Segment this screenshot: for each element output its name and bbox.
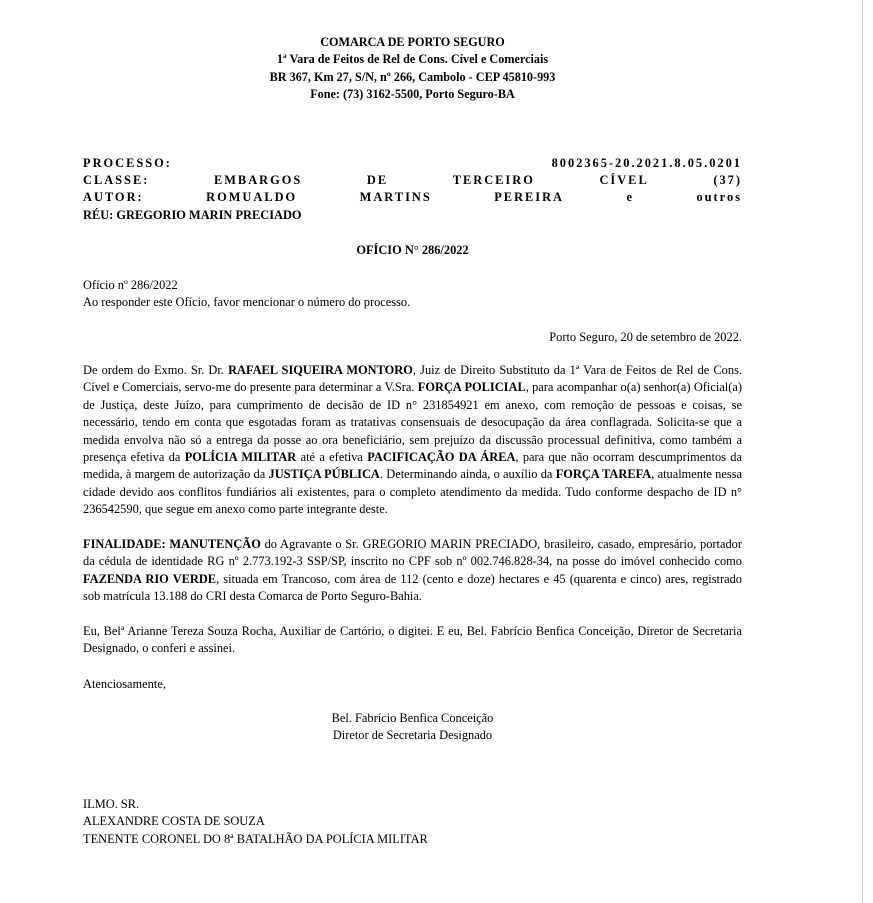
oficio-title: OFÍCIO N° 286/2022 xyxy=(356,243,469,257)
attestation-paragraph: Eu, Belª Arianne Tereza Souza Rocha, Auxiliar de Cartório, o digitei. E eu, Bel. Fabrício Benfica Conceição, Diretor de Secretaria Designado, o conferi e assinei. xyxy=(83,624,742,656)
judge-name: RAFAEL SIQUEIRA MONTORO xyxy=(228,363,413,377)
emphasis-forca-policial: FORÇA POLICIAL xyxy=(417,380,526,395)
processo-row xyxy=(83,155,742,172)
recipient-block xyxy=(83,796,742,848)
classe-word: CLASSE: xyxy=(83,173,150,188)
text-run: , para acompanhar o(a) senhor(a) Oficial(a) de Justiça, deste Juízo, para cumprimento de decisão de ID n° 231854921 em anexo, com remoção de pessoas e coisas, se necessário, tendo em conta que esgotadas foram as tratativas consensuais de desocupação da área conflagrada. Solicita-se que a medida envolva não só a entrega da posse ao ora beneficiário, sem prejuízo da discussão processual definitiva, como também a presença efetiva da xyxy=(83,380,742,465)
oficio-intro xyxy=(83,277,742,312)
text-run: , Juiz de Direito Substituto da 1ª Vara de Feitos de Rel de Cons. Cível e Comerciais, servo-me do presente para determinar a V.Sra. xyxy=(83,363,742,395)
signature-block xyxy=(83,710,742,745)
letterhead-address: BR 367, Km 27, S/N, nº 266, Cambolo - CEP 45810-993 xyxy=(269,69,556,84)
page-edge-divider xyxy=(862,0,863,903)
classe-word: TERCEIRO xyxy=(452,173,535,188)
classe-word: EMBARGOS xyxy=(213,173,303,188)
signer-role: Diretor de Secretaria Designado xyxy=(332,728,493,743)
classe-word: (37) xyxy=(713,173,742,188)
classe-row xyxy=(83,172,742,189)
autor-word: PEREIRA xyxy=(494,190,564,205)
recipient-salutation: ILMO. SR. xyxy=(83,797,140,811)
letterhead-vara: 1ª Vara de Feitos de Rel de Cons. Cível e Comerciais xyxy=(276,52,549,67)
emphasis-forca-tarefa: FORÇA TAREFA xyxy=(555,467,652,482)
order-paragraph xyxy=(83,362,742,519)
processo-label: PROCESSO: xyxy=(83,156,172,170)
classe-word: DE xyxy=(366,173,389,188)
text-run: até a efetiva xyxy=(296,450,368,465)
property-name: FAZENDA RIO VERDE xyxy=(83,571,217,586)
letterhead-comarca: COMARCA DE PORTO SEGURO xyxy=(320,35,505,49)
processo-number: 8002365-20.2021.8.05.0201 xyxy=(551,156,742,170)
emphasis-policia-militar: POLÍCIA MILITAR xyxy=(184,450,297,465)
finalidade-paragraph xyxy=(83,536,742,606)
finalidade-label: FINALIDADE: MANUTENÇÃO xyxy=(83,537,261,551)
date-line: Porto Seguro, 20 de setembro de 2022. xyxy=(549,330,742,344)
classe-word: CÍVEL xyxy=(599,173,649,188)
recipient-name: ALEXANDRE COSTA DE SOUZA xyxy=(83,814,265,829)
emphasis-justica-publica: JUSTIÇA PÚBLICA xyxy=(268,467,380,482)
autor-row xyxy=(83,189,742,206)
autor-word: AUTOR: xyxy=(83,190,144,205)
letterhead xyxy=(83,34,742,103)
emphasis-pacificacao: PACIFICAÇÃO DA ÁREA xyxy=(367,450,516,465)
closing-line: Atenciosamente, xyxy=(83,677,166,691)
text-run: , atualmente nessa cidade devido aos conflitos fundiários ali existentes, para o completo atendimento da medida. Tudo conforme despacho de ID n° 236542590, que segue em anexo como parte integrante deste. xyxy=(83,467,743,517)
case-metadata xyxy=(83,155,742,224)
text-run: , para que não ocorram descumprimentos da medida, à margem de autorização da xyxy=(83,450,742,482)
reu-row: RÉU: GREGORIO MARIN PRECIADO xyxy=(83,207,302,222)
autor-word: e xyxy=(626,190,634,205)
text-run: De ordem do Exmo. Sr. Dr. xyxy=(83,363,229,377)
text-run: , situada em Trancoso, com área de 112 (cento e doze) hectares e 45 (quarenta e cinco) ares, registrado sob matrícula 13.188 do CRI desta Comarca de Porto Seguro-Bahia. xyxy=(83,571,742,604)
letterhead-phone: Fone: (73) 3162-5500, Porto Seguro-BA xyxy=(310,86,515,101)
autor-word: MARTINS xyxy=(359,190,432,205)
autor-word: outros xyxy=(696,190,742,205)
recipient-title: TENENTE CORONEL DO 8ª BATALHÃO DA POLÍCIA MILITAR xyxy=(83,831,428,846)
oficio-number-line: Ofício nº 286/2022 xyxy=(83,278,178,292)
signer-name: Bel. Fabrício Benfica Conceição xyxy=(331,711,494,725)
text-run: do Agravante o Sr. GREGORIO MARIN PRECIADO, brasileiro, casado, empresário, portador da cédula de identidade RG nº 2.773.192-3 SSP/SP, inscrito no CPF sob nº 002.746.828-34, na posse do imóvel conhecido como xyxy=(83,537,742,569)
oficio-instruction-line: Ao responder este Ofício, favor mencionar o número do processo. xyxy=(83,295,411,310)
autor-word: ROMUALDO xyxy=(206,190,298,205)
text-run: . Determinando ainda, o auxílio da xyxy=(379,467,556,482)
